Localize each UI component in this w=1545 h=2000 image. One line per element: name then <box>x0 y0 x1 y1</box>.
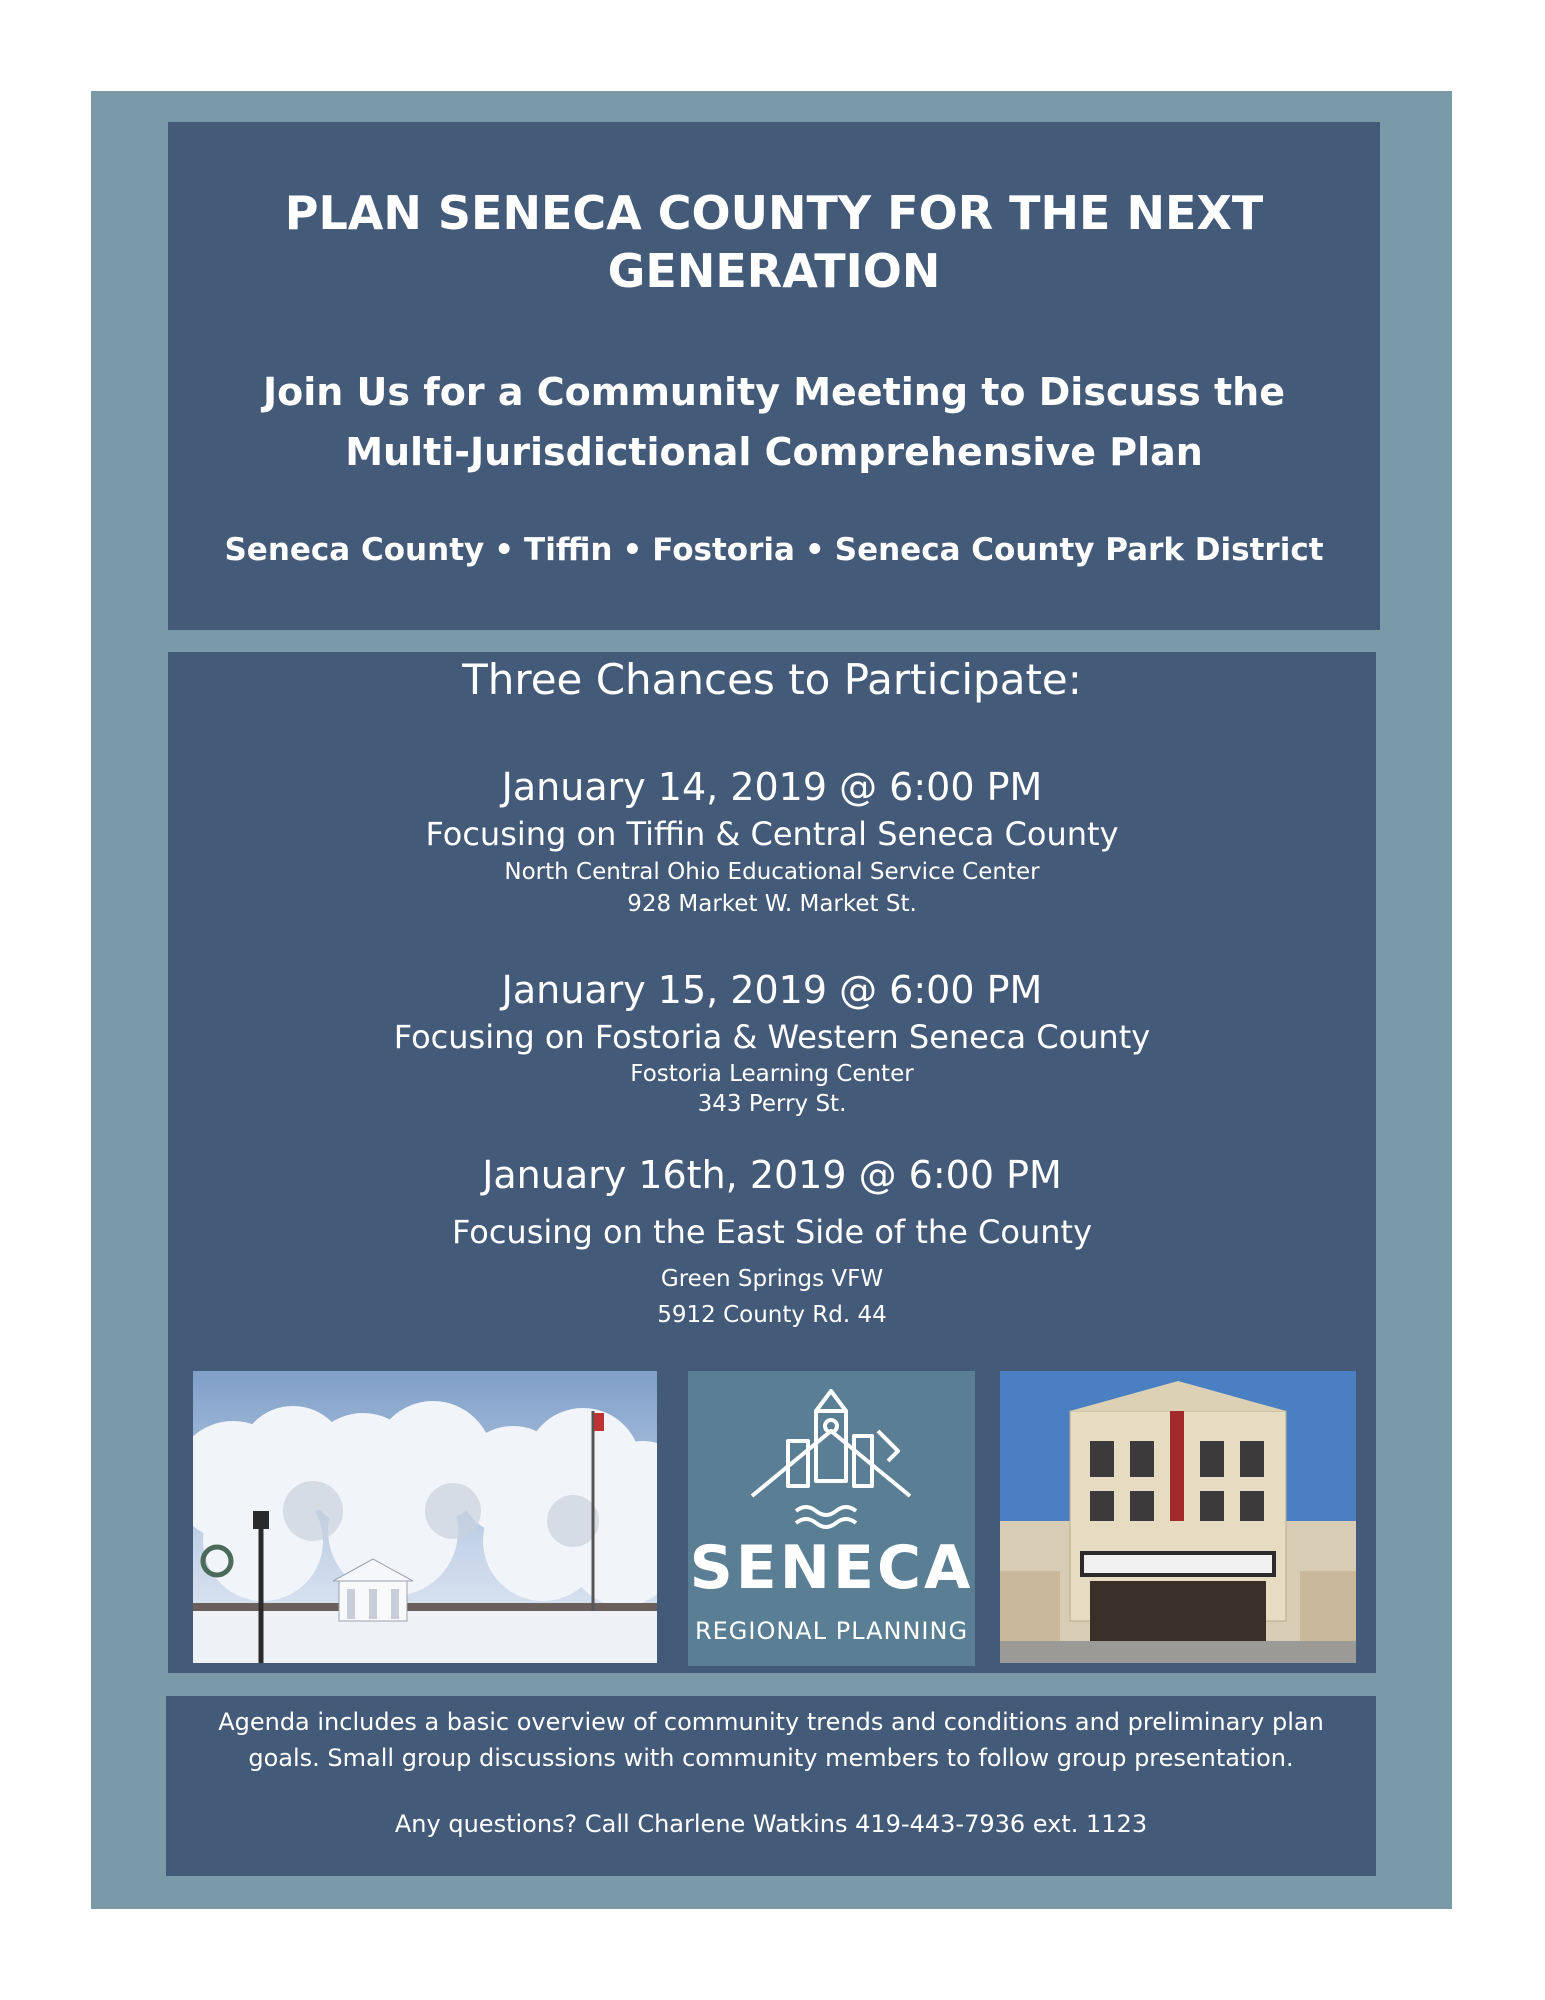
city-skyline-icon <box>688 1371 975 1531</box>
agenda-text: Agenda includes a basic overview of community trends and conditions and preliminary plan goals. Small group discussions with community members to follow group presentation. <box>218 1708 1324 1772</box>
seneca-logo-tile <box>688 1371 975 1666</box>
meeting-focus: Focusing on the East Side of the County <box>451 1213 1093 1251</box>
logo-name: SENECA <box>689 1533 974 1603</box>
meeting-address: 5912 County Rd. 44 <box>657 1302 887 1328</box>
meeting-block <box>168 1147 1376 1333</box>
theater-photo <box>1000 1371 1356 1663</box>
meeting-venue: Fostoria Learning Center <box>630 1061 914 1087</box>
jurisdiction-item: Fostoria <box>652 532 795 568</box>
jurisdiction-item: Seneca County Park District <box>834 532 1324 568</box>
schedule-heading: Three Chances to Participate: <box>462 655 1082 704</box>
flyer-subtitle: Join Us for a Community Meeting to Discuss the Multi-Jurisdictional Comprehensive Plan <box>263 370 1285 474</box>
jurisdiction-item: Tiffin <box>524 532 613 568</box>
meeting-venue: Green Springs VFW <box>660 1266 884 1292</box>
meeting-block <box>168 762 1376 920</box>
meeting-block <box>168 965 1376 1119</box>
header-panel <box>168 122 1380 630</box>
meeting-venue: North Central Ohio Educational Service Center <box>504 859 1040 885</box>
contact-text: Any questions? Call Charlene Watkins 419-443-7936 ext. 1123 <box>394 1810 1148 1838</box>
meeting-focus: Focusing on Tiffin & Central Seneca County <box>425 815 1119 853</box>
meeting-address: 343 Perry St. <box>697 1091 847 1117</box>
logo-tagline: REGIONAL PLANNING <box>694 1617 969 1645</box>
jurisdictions-line <box>168 530 1380 570</box>
bullet-separator: • <box>494 532 515 568</box>
bullet-separator: • <box>622 532 643 568</box>
meeting-date: January 16th, 2019 @ 6:00 PM <box>482 1153 1062 1197</box>
meeting-date: January 14, 2019 @ 6:00 PM <box>501 765 1043 809</box>
jurisdiction-item: Seneca County <box>224 532 485 568</box>
winter-park-photo <box>193 1371 657 1663</box>
meeting-address: 928 Market W. Market St. <box>627 891 917 917</box>
meeting-focus: Focusing on Fostoria & Western Seneca County <box>393 1018 1151 1056</box>
flyer-title: PLAN SENECA COUNTY FOR THE NEXT GENERATION <box>284 186 1264 298</box>
footer-panel <box>166 1696 1376 1876</box>
bullet-separator: • <box>804 532 825 568</box>
meeting-date: January 15, 2019 @ 6:00 PM <box>501 968 1043 1012</box>
